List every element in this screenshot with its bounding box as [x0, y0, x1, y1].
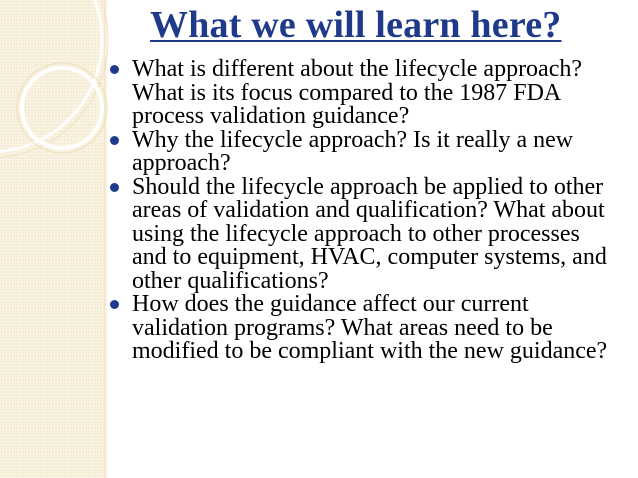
bullet-text: Why the lifecycle approach? Is it really a new approach?	[132, 126, 574, 176]
bullet-icon	[110, 183, 119, 192]
bullet-icon	[110, 65, 119, 74]
bullet-item-1	[108, 58, 608, 129]
bullet-text: Should the lifecycle approach be applied to other areas of validation and qualification? What about using the lifecycle approach to other processes and to equipment, HVAC, computer systems, and other qualifications?	[132, 173, 607, 294]
bullet-icon	[110, 300, 119, 309]
bullet-item-4	[108, 293, 608, 364]
bullet-item-3	[108, 173, 608, 294]
bullet-text: How does the guidance affect our current validation programs? What areas need to be modified to be compliant with the new guidance?	[132, 291, 608, 364]
bullet-text: What is different about the lifecycle approach? What is its focus compared to the 1987 FDA process validation guidance?	[132, 56, 583, 129]
slide-title: What we will learn here?	[150, 4, 562, 46]
bullet-item-2	[108, 126, 608, 176]
bullet-icon	[110, 136, 119, 145]
bullet-list	[108, 58, 608, 364]
